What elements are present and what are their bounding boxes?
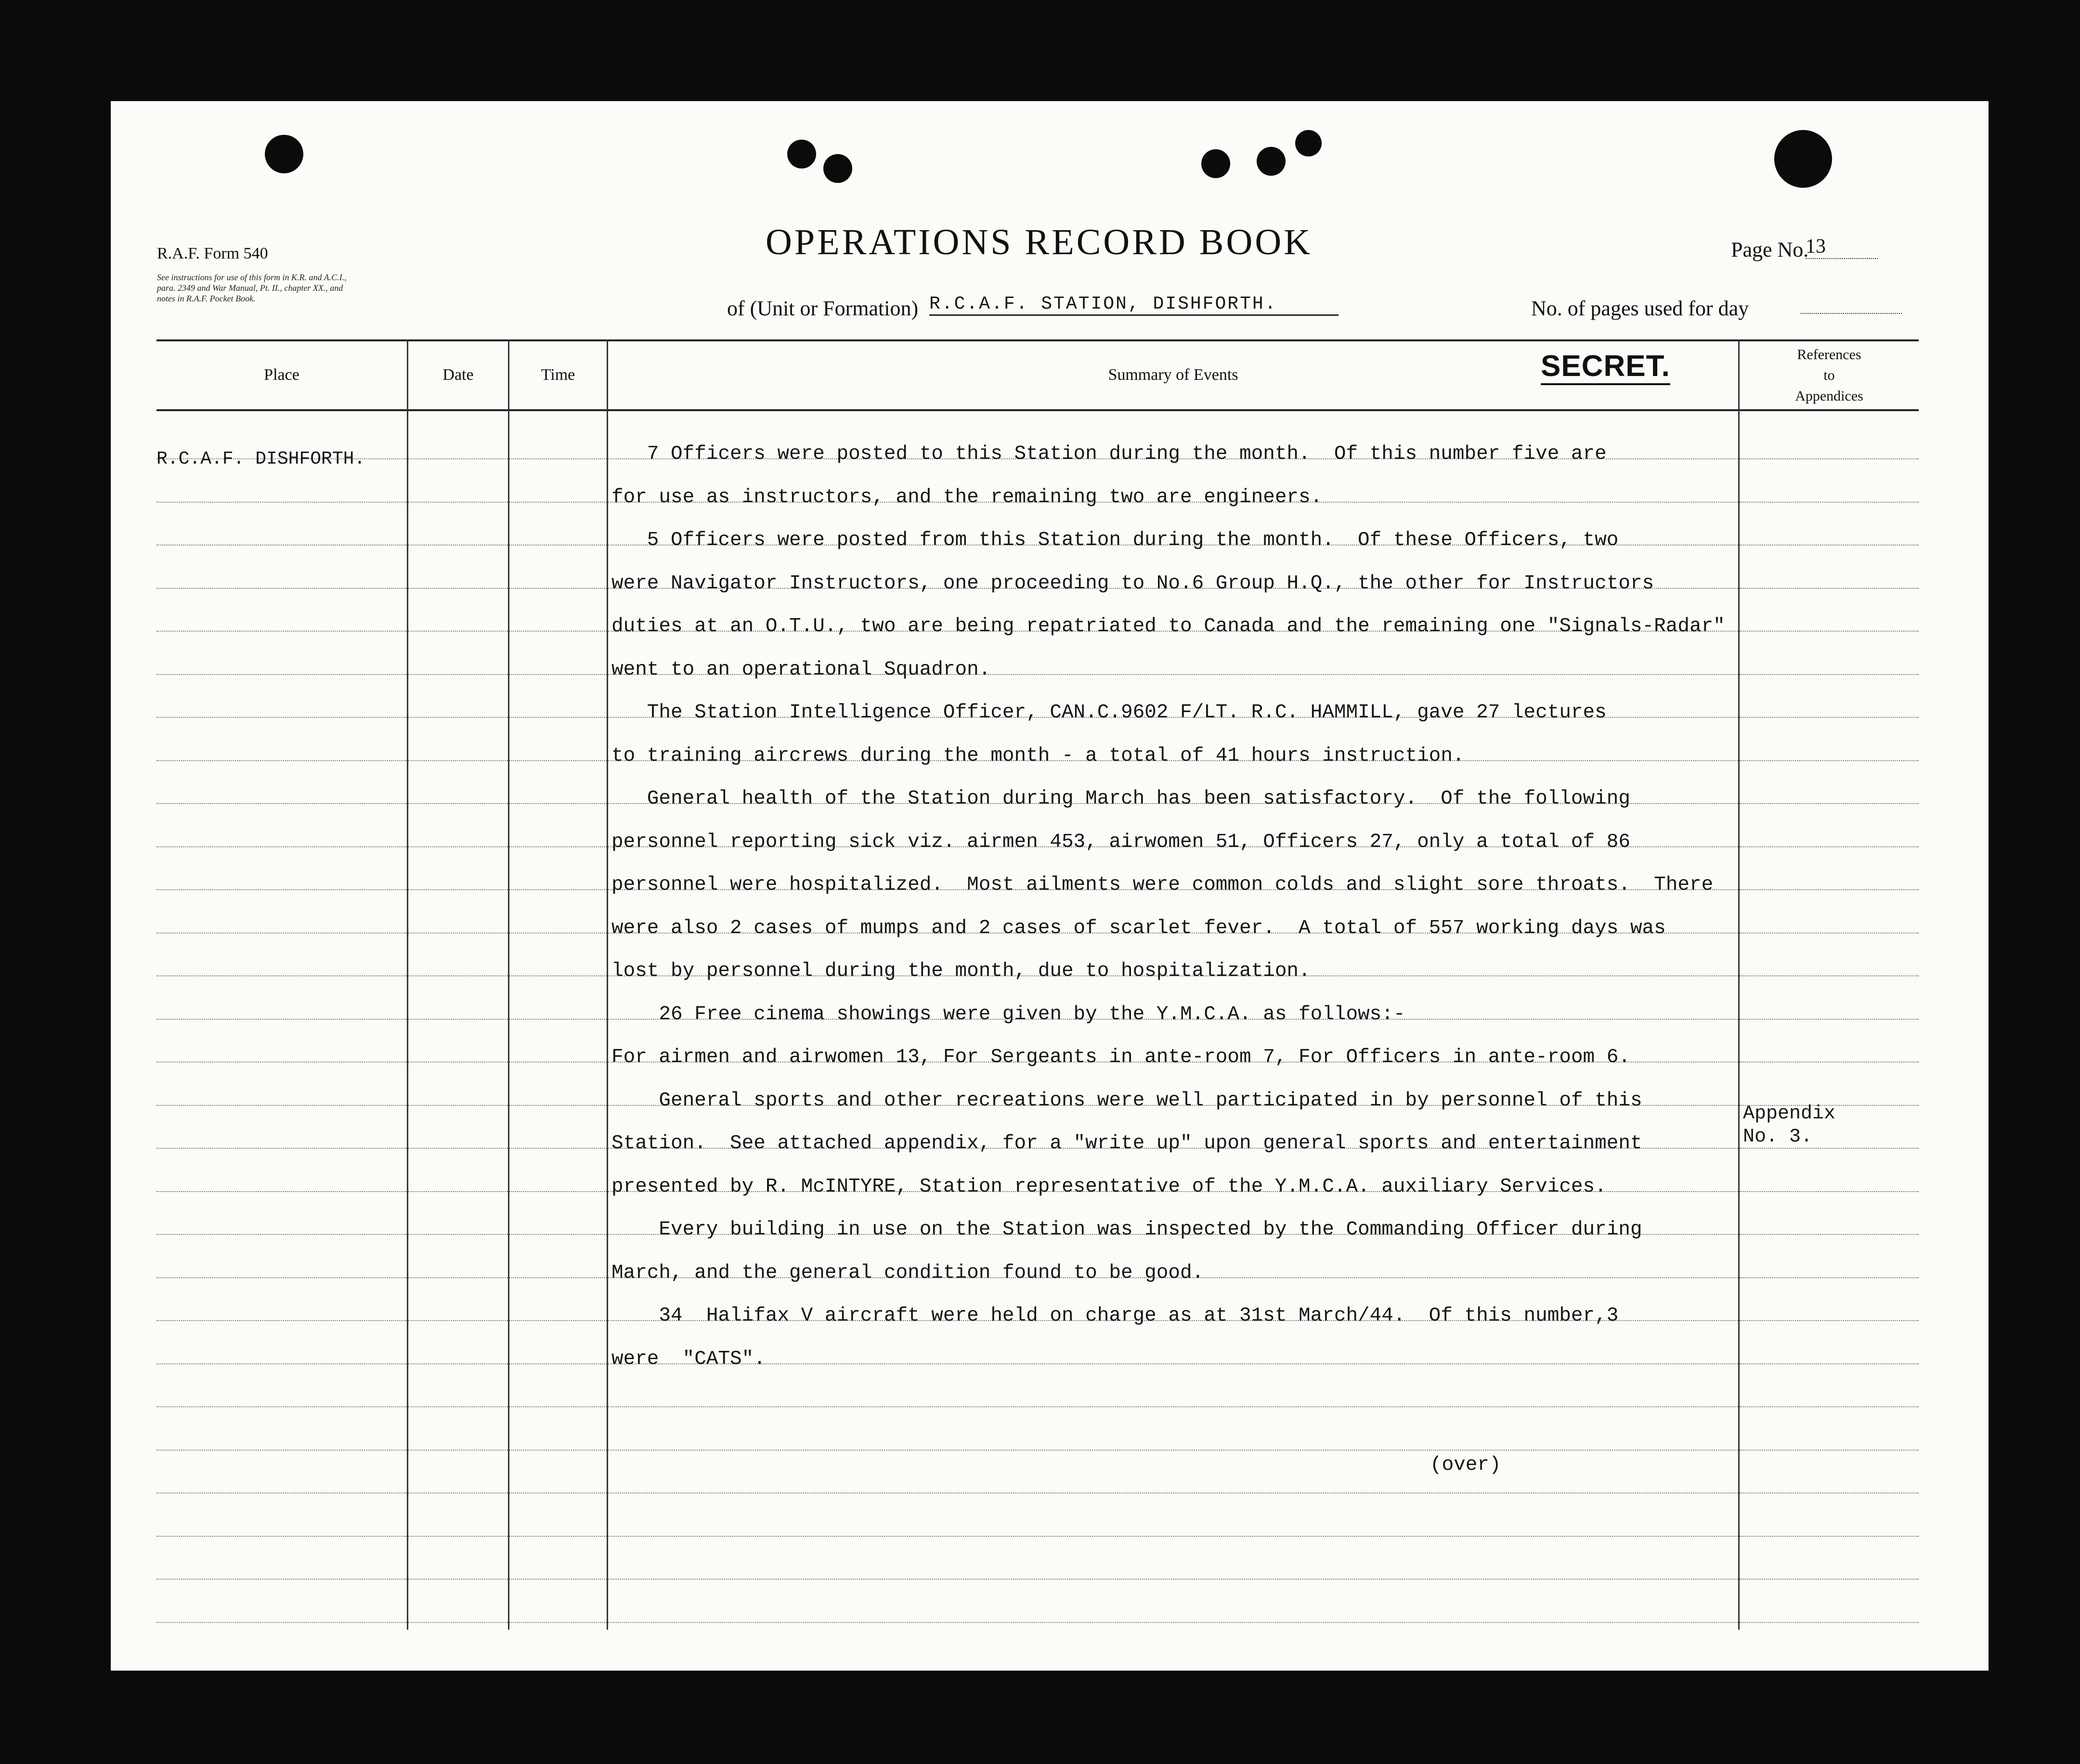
ruled-line [608, 1536, 1738, 1537]
ruled-line [156, 1492, 407, 1493]
column-header-place: Place [264, 366, 299, 384]
ruled-line [408, 1406, 508, 1407]
ruled-line [608, 1492, 1738, 1493]
ruled-line [1740, 631, 1919, 632]
ruled-line [408, 1622, 508, 1623]
summary-line: to training aircrews during the month - a total of 41 hours instruction. [611, 745, 1465, 767]
ruled-line [156, 631, 407, 632]
summary-line: 34 Halifax V aircraft were held on charge as at 31st March/44. Of this number,3 [611, 1305, 1619, 1327]
ruled-line [509, 1622, 607, 1623]
ruled-line [509, 1191, 607, 1192]
ruled-line [408, 1234, 508, 1235]
ruled-line [408, 674, 508, 675]
ruled-line [408, 803, 508, 804]
instruction-line: See instructions for use of this form in K.R. and A.C.I., [157, 272, 347, 282]
ruled-line [1740, 674, 1919, 675]
instruction-line: para. 2349 and War Manual, Pt. II., chapter XX., and [157, 283, 343, 293]
ruled-line [509, 1536, 607, 1537]
ruled-line [156, 1234, 407, 1235]
ruled-line [509, 889, 607, 890]
summary-line: personnel reporting sick viz. airmen 453, airwomen 51, Officers 27, only a total of 86 [611, 831, 1630, 853]
ruled-line [1740, 1536, 1919, 1537]
ruled-line [408, 1062, 508, 1063]
summary-line: Every building in use on the Station was inspected by the Commanding Officer during [611, 1219, 1642, 1241]
ruled-line [408, 1019, 508, 1020]
ruled-line [156, 1579, 407, 1580]
ruled-line [608, 1450, 1738, 1451]
ruled-line [1740, 717, 1919, 718]
ruled-line [509, 975, 607, 976]
ruled-line [1740, 1019, 1919, 1020]
summary-line: March, and the general condition found to be good. [611, 1262, 1204, 1284]
ruled-line [408, 1105, 508, 1106]
summary-line: The Station Intelligence Officer, CAN.C.9602 F/LT. R.C. HAMMILL, gave 27 lectures [611, 701, 1607, 724]
summary-line: General health of the Station during March has been satisfactory. Of the following [611, 788, 1630, 810]
summary-line: for use as instructors, and the remaining two are engineers. [611, 486, 1323, 508]
column-header-references [1740, 344, 1919, 406]
ruled-line [509, 674, 607, 675]
ruled-line [1740, 889, 1919, 890]
column-divider [407, 339, 408, 1630]
summary-line: 5 Officers were posted from this Station during the month. Of these Officers, two [611, 529, 1619, 551]
ruled-line [408, 1492, 508, 1493]
ruled-line [509, 1363, 607, 1364]
ruled-line [608, 1363, 1738, 1364]
page-no-value: 13 [1806, 235, 1878, 259]
ruled-line [509, 717, 607, 718]
ruled-line [156, 1536, 407, 1537]
ruled-line [408, 717, 508, 718]
ruled-line [509, 458, 607, 459]
ruled-line [408, 760, 508, 761]
ruled-line [1740, 1363, 1919, 1364]
summary-line: Station. See attached appendix, for a "write up" upon general sports and entertainment [611, 1132, 1642, 1154]
summary-line: presented by R. McINTYRE, Station representative of the Y.M.C.A. auxiliary Services. [611, 1176, 1607, 1198]
ruled-line [156, 933, 407, 934]
ruled-line [408, 1363, 508, 1364]
punch-hole [1257, 147, 1286, 176]
summary-line: were Navigator Instructors, one proceeding to No.6 Group H.Q., the other for Instructors [611, 572, 1654, 595]
ruled-line [1740, 1234, 1919, 1235]
summary-line: For airmen and airwomen 13, For Sergeants in ante-room 7, For Officers in ante-room 6. [611, 1046, 1630, 1068]
summary-line: 26 Free cinema showings were given by the Y.M.C.A. as follows:- [611, 1003, 1405, 1025]
ruled-line [156, 674, 407, 675]
ruled-line [408, 1148, 508, 1149]
ruled-line [156, 717, 407, 718]
ruled-line [1740, 1191, 1919, 1192]
ruled-line [156, 1148, 407, 1149]
ruled-line [156, 889, 407, 890]
punch-hole [1295, 130, 1322, 156]
ruled-line [156, 1320, 407, 1321]
summary-line: went to an operational Squadron. [611, 659, 991, 681]
punch-hole [1201, 149, 1230, 178]
ruled-line [509, 1450, 607, 1451]
column-divider [508, 339, 509, 1630]
ruled-line [156, 588, 407, 589]
punch-hole [787, 140, 816, 169]
ruled-line [156, 1191, 407, 1192]
column-header-summary: Summary of Events [1108, 366, 1238, 384]
references-line: to [1823, 367, 1835, 383]
ruled-line [1740, 1062, 1919, 1063]
ruled-line [1740, 760, 1919, 761]
form-page [111, 101, 1989, 1671]
ruled-line [408, 846, 508, 847]
unit-label: of (Unit or Formation) [727, 297, 919, 320]
ruled-line [509, 803, 607, 804]
summary-line: were "CATS". [611, 1348, 766, 1370]
ruled-line [408, 1579, 508, 1580]
unit-value: R.C.A.F. STATION, DISHFORTH. [929, 294, 1339, 316]
ruled-line [509, 502, 607, 503]
ruled-line [156, 502, 407, 503]
appendix-reference [1743, 1102, 1835, 1149]
punch-hole [1774, 130, 1832, 188]
ruled-line [408, 458, 508, 459]
column-header-date: Date [442, 366, 474, 384]
column-divider [1738, 339, 1740, 1630]
summary-line: General sports and other recreations were well participated in by personnel of this [611, 1090, 1642, 1112]
ruled-line [408, 1536, 508, 1537]
ruled-line [408, 1191, 508, 1192]
over-note: (over) [1430, 1454, 1501, 1476]
ruled-line [408, 588, 508, 589]
ruled-line [156, 1622, 407, 1623]
ruled-line [408, 502, 508, 503]
ruled-line [408, 631, 508, 632]
ruled-line [608, 1579, 1738, 1580]
ruled-line [1740, 1492, 1919, 1493]
ruled-line [509, 1148, 607, 1149]
ruled-line [1740, 1320, 1919, 1321]
column-divider [607, 339, 608, 1630]
secret-stamp: SECRET. [1541, 349, 1670, 385]
instruction-line: notes in R.A.F. Pocket Book. [157, 294, 256, 303]
ruled-line [156, 1019, 407, 1020]
ruled-line [1740, 502, 1919, 503]
punch-hole [265, 135, 303, 173]
form-instructions [157, 272, 347, 304]
ruled-line [408, 933, 508, 934]
ruled-line [1740, 1406, 1919, 1407]
ruled-line [608, 1622, 1738, 1623]
ruled-line [509, 846, 607, 847]
page-title: OPERATIONS RECORD BOOK [766, 222, 1313, 262]
ruled-line [408, 1450, 508, 1451]
page-no-label: Page No. [1731, 238, 1809, 261]
summary-line: duties at an O.T.U., two are being repatriated to Canada and the remaining one "Signals-Radar" [611, 615, 1725, 637]
ruled-line [509, 1234, 607, 1235]
ruled-line [156, 1363, 407, 1364]
ruled-line [509, 1320, 607, 1321]
punch-hole [823, 154, 852, 183]
summary-line: were also 2 cases of mumps and 2 cases of scarlet fever. A total of 557 working days was [611, 917, 1666, 939]
ruled-line [156, 1105, 407, 1106]
ruled-line [1740, 1579, 1919, 1580]
references-line: References [1797, 347, 1861, 363]
table-top-rule [156, 339, 1919, 341]
summary-line: lost by personnel during the month, due to hospitalization. [611, 960, 1311, 982]
ruled-line [509, 1062, 607, 1063]
ruled-line [509, 1277, 607, 1278]
ruled-line [509, 1579, 607, 1580]
ruled-line [1740, 975, 1919, 976]
ruled-line [509, 631, 607, 632]
ruled-line [509, 1105, 607, 1106]
ruled-line [509, 1406, 607, 1407]
pages-used-value [1801, 313, 1902, 314]
summary-line: 7 Officers were posted to this Station during the month. Of this number five are [611, 443, 1607, 465]
ruled-line [1740, 1277, 1919, 1278]
ruled-line [1740, 933, 1919, 934]
ruled-line [408, 1320, 508, 1321]
ruled-line [156, 846, 407, 847]
ruled-line [608, 1406, 1738, 1407]
ruled-line [156, 760, 407, 761]
ruled-line [509, 760, 607, 761]
place-entry: R.C.A.F. DISHFORTH. [156, 449, 365, 469]
ruled-line [156, 1450, 407, 1451]
pages-used-label: No. of pages used for day [1531, 297, 1749, 320]
ruled-line [408, 889, 508, 890]
ruled-line [1740, 846, 1919, 847]
ruled-line [1740, 458, 1919, 459]
column-header-time: Time [541, 366, 575, 384]
ruled-line [509, 588, 607, 589]
references-line: Appendices [1795, 388, 1863, 404]
ruled-line [408, 1277, 508, 1278]
form-id: R.A.F. Form 540 [157, 245, 268, 262]
ruled-line [1740, 1622, 1919, 1623]
ruled-line [156, 1062, 407, 1063]
summary-line: personnel were hospitalized. Most ailments were common colds and slight sore throats. There [611, 874, 1714, 896]
ruled-line [509, 933, 607, 934]
ruled-line [1740, 588, 1919, 589]
ruled-line [156, 803, 407, 804]
ruled-line [509, 1492, 607, 1493]
ruled-line [156, 975, 407, 976]
appendix-line: No. 3. [1743, 1126, 1813, 1148]
ruled-line [1740, 1450, 1919, 1451]
ruled-line [1740, 803, 1919, 804]
appendix-line: Appendix [1743, 1103, 1836, 1125]
header-bottom-rule [156, 409, 1919, 411]
ruled-line [156, 1277, 407, 1278]
ruled-line [156, 1406, 407, 1407]
ruled-line [509, 1019, 607, 1020]
ruled-line [408, 975, 508, 976]
